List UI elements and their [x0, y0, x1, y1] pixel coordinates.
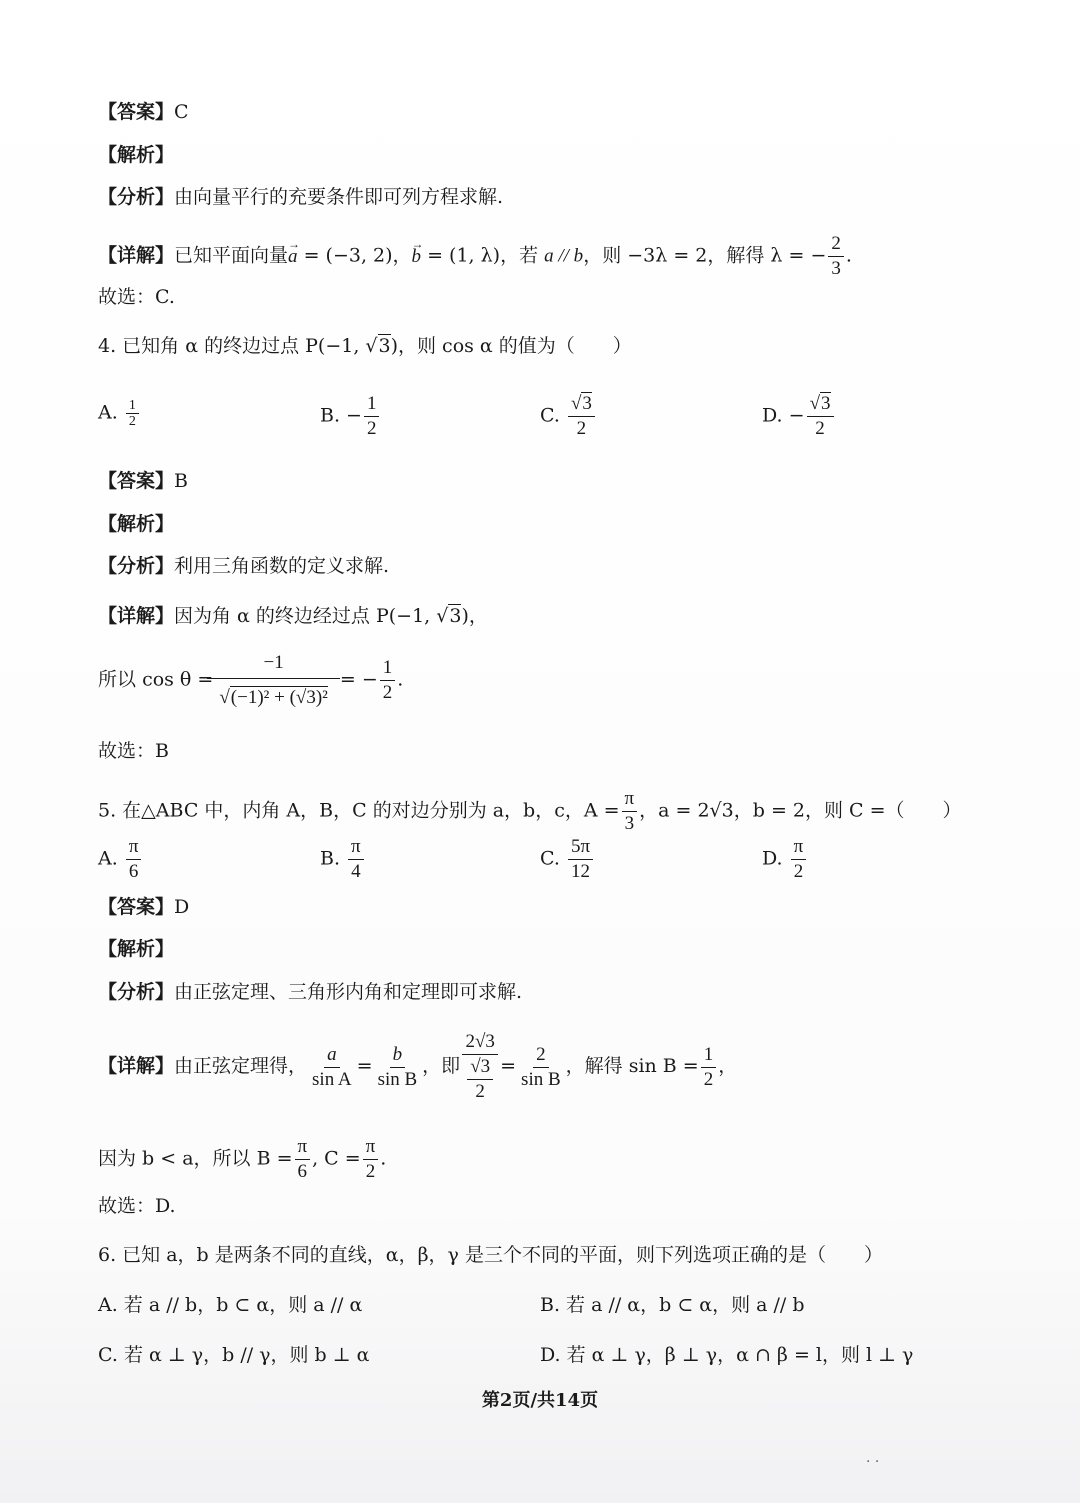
q5-option-c-frac	[568, 835, 593, 884]
q5-option-b-den: 4	[351, 861, 361, 882]
q3-end: .	[845, 244, 852, 267]
q5-answer	[98, 894, 189, 920]
q4-answer-value: B	[174, 470, 188, 492]
q4-option-c-label: C.	[540, 404, 566, 427]
q5-f3	[462, 1030, 498, 1104]
q5-stem	[98, 787, 962, 836]
q4-cos-den	[213, 679, 334, 713]
q5-f3-den-den: 2	[475, 1081, 485, 1102]
q4-jiexi	[98, 511, 174, 537]
q5-jiexi	[98, 936, 174, 962]
q3-a-value: = (−3, 2)，	[297, 244, 412, 267]
q4-cos-rden: 2	[382, 682, 393, 703]
q5-yC-den: 2	[365, 1161, 376, 1182]
q5-stem-pre: 5. 在△ABC 中，内角 A，B，C 的对边分别为 a，b，c，A =	[98, 799, 620, 822]
q5-option-d-frac	[791, 835, 807, 884]
q5-f5-den: 2	[703, 1068, 714, 1090]
q3-parallel: a // b	[544, 245, 584, 267]
q4-option-b	[320, 392, 381, 441]
q4-option-b-num: 1	[364, 392, 380, 417]
q5-f1-num: a	[324, 1043, 340, 1068]
q6-option-d-text: D. 若 α ⊥ γ，β ⊥ γ，α ∩ β = l，则 l ⊥ γ	[540, 1344, 914, 1366]
q5-f3-den-frac	[467, 1055, 493, 1104]
q5-option-c-den: 12	[571, 861, 590, 882]
q3-jiexi-tag: 【解析】	[98, 144, 175, 166]
q4-option-d-label: D.	[762, 404, 789, 427]
q4-xiangjie-post: )，	[461, 605, 488, 627]
q5-yC-frac	[363, 1135, 379, 1184]
q4-option-b-sign: −	[346, 404, 362, 427]
q5-f1	[309, 1043, 355, 1092]
q3-xiangjie-pre: 已知平面向量	[174, 244, 289, 267]
q4-option-c-rad: 3	[582, 393, 592, 414]
q4-suoyi: 所以	[98, 668, 137, 691]
q6-option-b	[540, 1292, 805, 1318]
q5-option-d-label: D.	[762, 847, 789, 870]
q3-vector-b: → b	[412, 242, 422, 272]
q4-option-a	[98, 398, 141, 429]
q4-option-c	[540, 392, 597, 441]
q5-f3-num: 2√3	[462, 1030, 497, 1055]
corner-dots: · ·	[866, 1454, 880, 1470]
q5-ji: ，即	[422, 1055, 461, 1077]
q5-option-b-label: B.	[320, 847, 347, 870]
q5-guxuan-text: 故选：D.	[98, 1195, 176, 1217]
q3-frac-den: 3	[831, 258, 841, 279]
q5-jiede-end: ，	[718, 1055, 738, 1077]
q5-option-a-frac	[126, 835, 142, 884]
q4-stem-pre: 4. 已知角 α 的终边过点 P(−1,	[98, 335, 366, 357]
q4-cos-den-sqrt	[219, 686, 328, 708]
q5-option-b-frac	[348, 835, 364, 884]
q4-fenxi-text: 利用三角函数的定义求解.	[174, 555, 390, 577]
q5-stem-A-frac	[622, 787, 638, 836]
q5-yB	[295, 1135, 311, 1184]
q4-cos-den-text: (−1)² + (√3)²	[230, 687, 328, 708]
q5-fenxi-text: 由正弦定理、三角形内角和定理即可求解.	[174, 981, 523, 1003]
q5-option-d	[762, 835, 808, 884]
q4-option-d-den: 2	[815, 418, 825, 439]
q4-fenxi-tag: 【分析】	[98, 555, 175, 577]
q5-guxuan	[98, 1193, 176, 1219]
q4-option-b-den: 2	[366, 418, 377, 439]
q4-xiangjie-tag: 【详解】	[98, 605, 175, 627]
q5-yC-num: π	[363, 1135, 379, 1160]
q5-xiangjie: 【详解】由正弦定理得， $\frac{a}{\text{sin A}}$ = $\frac{b}{\text{sin B}}$ ，即 $\frac{2√3}{\frac{√3}{2}}$ = $\frac{2}{\text{sin B}}$ ，解得 sin B = $\frac{1}{2}$ ，	[98, 1031, 738, 1102]
q5-option-a-label: A.	[98, 847, 124, 870]
q5-jiede: ，解得 sin B =	[565, 1055, 699, 1077]
q4-cos-num: −1	[207, 648, 340, 679]
q5-y-end: .	[380, 1147, 387, 1170]
q5-f5-num: 1	[701, 1043, 717, 1068]
q3-rest: ，则 −3λ = 2，解得 λ = −	[583, 244, 827, 267]
q4-stem	[98, 333, 632, 359]
q3-xiangjie-tag: 【详解】	[98, 244, 175, 267]
q5-jiexi-tag: 【解析】	[98, 938, 175, 960]
q4-xiangjie-sqrt	[436, 604, 461, 627]
q5-option-b	[320, 835, 366, 884]
q6-option-d	[540, 1342, 913, 1368]
q4-option-c-den: 2	[576, 418, 587, 439]
q5-option-a	[98, 835, 143, 884]
q5-stem-A-num: π	[622, 787, 638, 812]
q4-cos-rnum: 1	[380, 656, 396, 681]
q5-option-c	[540, 835, 595, 884]
q5-yB-den: 6	[297, 1161, 308, 1182]
q4-stem-rad: 3	[378, 335, 391, 357]
q5-option-d-num: π	[791, 835, 807, 860]
q4-fenxi	[98, 553, 389, 579]
q4-xiangjie-pre: 因为角 α 的终边经过点 P(−1,	[174, 605, 437, 627]
q4-option-a-frac	[126, 398, 139, 429]
q4-cos-end: .	[397, 668, 404, 691]
q5-f1-den: sin A	[312, 1068, 352, 1090]
q3-guxuan-text: 故选：C.	[98, 286, 175, 308]
q4-stem-post: )，则 cos α 的值为（ ）	[390, 335, 632, 357]
q5-stem-post: ，a = 2√3，b = 2，则 C =（ ）	[639, 799, 962, 822]
q4-option-c-frac	[568, 392, 595, 441]
q5-answer-value: D	[174, 896, 190, 918]
q4-option-d-num	[807, 392, 834, 417]
q5-xiangjie-tag: 【详解】	[98, 1055, 175, 1077]
q5-f3-den-num: √3	[467, 1055, 493, 1080]
q5-option-c-label: C.	[540, 847, 566, 870]
q5-f5	[701, 1043, 717, 1092]
q4-cos-result	[380, 656, 396, 705]
q4-option-b-label: B.	[320, 404, 347, 427]
q4-cos-eq: = −	[333, 668, 378, 691]
q5-f2	[375, 1043, 421, 1092]
q6-option-a	[98, 1292, 362, 1318]
q5-answer-tag: 【答案】	[98, 896, 175, 918]
q4-option-a-label: A.	[98, 401, 124, 424]
q3-vector-a: → a	[288, 242, 298, 272]
q5-f3-den	[462, 1055, 498, 1104]
q4-guxuan	[98, 738, 169, 764]
q6-option-c-text: C. 若 α ⊥ γ，b // γ，则 b ⊥ α	[98, 1344, 370, 1366]
q5-yB-num: π	[295, 1135, 311, 1160]
q5-stem-A-den: 3	[624, 813, 635, 834]
q4-option-d-frac	[807, 392, 834, 441]
q4-option-b-frac	[364, 392, 380, 441]
q4-option-a-num: 1	[126, 398, 139, 414]
q5-xiangjie-pre: 由正弦定理得，	[174, 1055, 308, 1077]
q5-option-a-num: π	[126, 835, 142, 860]
q5-yinwei	[98, 1135, 386, 1184]
q5-f2-num: b	[390, 1043, 406, 1068]
q4-option-d-rad: 3	[821, 393, 831, 414]
q5-option-c-num: 5π	[568, 835, 593, 860]
q4-answer	[98, 468, 188, 494]
q4-option-d-sign: −	[788, 404, 805, 427]
q4-cos-lhs: cos θ =	[142, 668, 214, 691]
q3-answer-value: C	[174, 101, 189, 123]
q6-stem-text: 6. 已知 a，b 是两条不同的直线，α，β，γ 是三个不同的平面，则下列选项正确的是（ ）	[98, 1244, 883, 1266]
q3-fenxi-text: 由向量平行的充要条件即可列方程求解.	[174, 186, 504, 208]
q4-formula	[98, 648, 403, 713]
q6-option-c	[98, 1342, 370, 1368]
page-footer: 第2页/共14页	[481, 1390, 599, 1411]
q3-xiangjie	[98, 232, 852, 281]
q6-stem	[98, 1242, 883, 1268]
q4-option-a-den: 2	[128, 414, 136, 429]
q3-fraction	[828, 232, 844, 281]
q5-f2-den: sin B	[377, 1068, 418, 1090]
q5-option-d-den: 2	[793, 861, 804, 882]
q3-frac-num: 2	[828, 232, 844, 257]
q4-xiangjie-rad: 3	[449, 605, 462, 627]
q5-f4	[518, 1043, 564, 1092]
q3-b-value: = (1, λ)，若	[421, 244, 545, 267]
q4-xiangjie	[98, 603, 488, 629]
q5-fenxi	[98, 979, 522, 1005]
q4-jiexi-tag: 【解析】	[98, 513, 175, 535]
q5-fenxi-tag: 【分析】	[98, 981, 175, 1003]
q4-guxuan-text: 故选：B	[98, 740, 169, 762]
q4-answer-tag: 【答案】	[98, 470, 175, 492]
q4-stem-sqrt	[365, 334, 390, 357]
q5-yinwei-text: 因为 b < a，所以 B =	[98, 1147, 293, 1170]
q4-option-d	[762, 392, 836, 441]
q3-fenxi	[98, 184, 503, 210]
q5-yC: , C =	[312, 1147, 361, 1170]
q3-answer-tag: 【答案】	[98, 101, 175, 123]
q4-option-c-num	[568, 392, 595, 417]
q5-option-a-den: 6	[128, 861, 139, 882]
q3-answer	[98, 99, 189, 125]
q3-fenxi-tag: 【分析】	[98, 186, 175, 208]
q5-f4-num: 2	[533, 1043, 549, 1068]
q6-option-a-text: A. 若 a // b，b ⊂ α，则 a // α	[98, 1294, 363, 1316]
q6-option-b-text: B. 若 a // α，b ⊂ α，则 a // b	[540, 1294, 805, 1316]
q3-guxuan	[98, 284, 175, 310]
q4-cos-fraction	[213, 648, 334, 713]
q5-option-b-num: π	[348, 835, 364, 860]
q3-jiexi	[98, 142, 174, 168]
q5-f4-den: sin B	[521, 1068, 561, 1090]
